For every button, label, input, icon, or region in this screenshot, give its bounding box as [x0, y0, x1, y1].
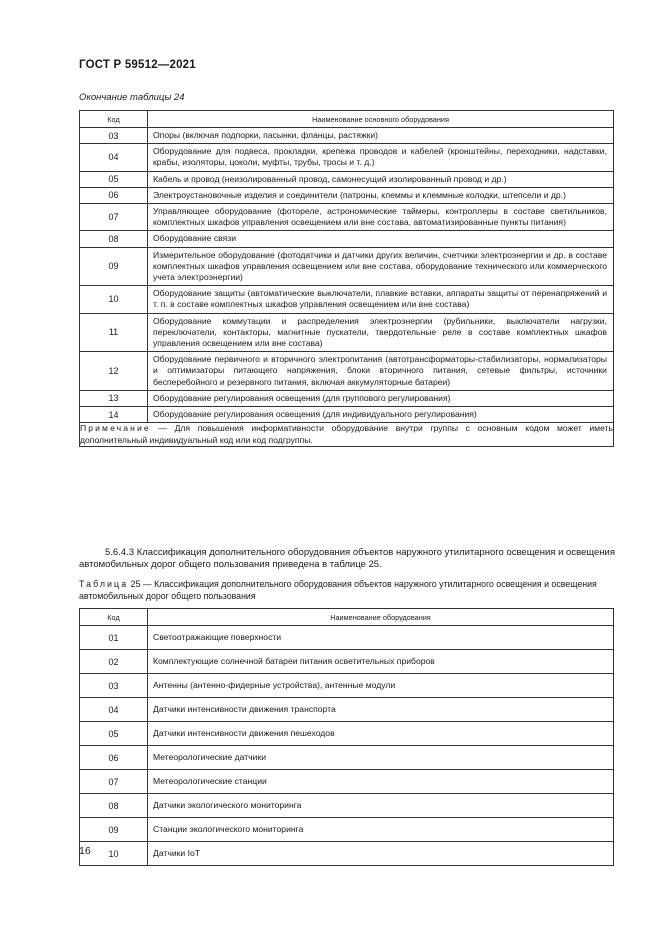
row-description: Кабель и провод (неизолированный провод, самонесущий изолированный провод и др.)	[148, 171, 614, 187]
table-25-caption-label: Таблица	[79, 579, 129, 589]
row-code: 14	[80, 407, 148, 423]
column-header-name: Наименование оборудования	[148, 609, 614, 626]
row-description: Датчики интенсивности движения пешеходов	[148, 722, 614, 746]
table-row	[80, 698, 614, 722]
table-row	[80, 722, 614, 746]
row-code: 11	[80, 313, 148, 352]
row-code: 03	[80, 128, 148, 144]
table-25-caption	[79, 579, 619, 602]
row-description: Датчики экологического мониторинга	[148, 794, 614, 818]
note-label: Примечание	[80, 423, 151, 434]
row-description: Оборудование первичного и вторичного электропитания (автотрансформаторы-стабилизаторы, нормализаторы и оптимизаторы питающего напряжения, блоки вторичного питания, сетевые фильтры, источники бесперебойного и резервного питания, включая аккумуляторные батареи)	[148, 352, 614, 391]
row-description: Оборудование регулирования освещения (для группового регулирования)	[148, 390, 614, 406]
row-code: 10	[80, 286, 148, 313]
row-description: Оборудование для подвеса, прокладки, крепежа проводов и кабелей (кронштейны, переходники, надставки, крабы, изоляторы, цоколи, муфты, трубы, тросы и т. д.)	[148, 144, 614, 171]
table-25	[79, 608, 614, 866]
row-code: 03	[80, 674, 148, 698]
row-description: Опоры (включая подпорки, пасынки, фланцы, растяжки)	[148, 128, 614, 144]
row-description: Оборудование связи	[148, 231, 614, 247]
row-description: Измерительное оборудование (фотодатчики и датчики других величин, счетчики электроэнергии и др. в составе комплектных шкафов управления освещением или вне состава, оборудование технического или коммерческого учета электроэнергии)	[148, 247, 614, 286]
table-row	[80, 794, 614, 818]
document-header: ГОСТ Р 59512—2021	[79, 59, 196, 71]
table-row	[80, 770, 614, 794]
row-code: 01	[80, 626, 148, 650]
column-header-code: Код	[80, 111, 148, 128]
row-code: 05	[80, 722, 148, 746]
row-description: Оборудование защиты (автоматические выключатели, плавкие вставки, аппараты защиты от перенапряжений и т. п. в составе комплектных шкафов управления освещением или вне состава)	[148, 286, 614, 313]
row-description: Оборудование коммутации и распределения электроэнергии (рубильники, выключатели нагрузки, переключатели, контакторы, магнитные пускатели, твердотельные реле в составе комплектных шкафов управления освещением или вне состава)	[148, 313, 614, 352]
table-row	[80, 407, 614, 423]
row-description: Управляющее оборудование (фотореле, астрономические таймеры, контроллеры в составе светильников, комплектных шкафов управления освещением или вне состава, автоматизированные пункты питания)	[148, 204, 614, 231]
row-code: 08	[80, 231, 148, 247]
table-row	[80, 313, 614, 352]
table-row	[80, 171, 614, 187]
table-row	[80, 247, 614, 286]
row-code: 13	[80, 390, 148, 406]
row-code: 02	[80, 650, 148, 674]
table-24	[79, 110, 614, 447]
row-code: 09	[80, 247, 148, 286]
table-25-caption-text: 25 — Классификация дополнительного оборудования объектов наружного утилитарного освещения и освещения автомобильных дорог общего пользования	[79, 579, 597, 601]
row-code: 08	[80, 794, 148, 818]
row-description: Оборудование регулирования освещения (для индивидуального регулирования)	[148, 407, 614, 423]
row-description: Метеорологические станции	[148, 770, 614, 794]
table-row	[80, 390, 614, 406]
row-code: 06	[80, 746, 148, 770]
table-row	[80, 231, 614, 247]
row-description: Электроустановочные изделия и соединители (патроны, клеммы и клеммные колодки, штепсели и др.)	[148, 187, 614, 203]
table-row	[80, 746, 614, 770]
page-number: 16	[79, 845, 91, 857]
row-code: 07	[80, 770, 148, 794]
row-code: 12	[80, 352, 148, 391]
table-row	[80, 352, 614, 391]
row-code: 05	[80, 171, 148, 187]
table-row	[80, 842, 614, 866]
row-description: Датчики IoT	[148, 842, 614, 866]
row-code: 07	[80, 204, 148, 231]
row-description: Антенны (антенно-фидерные устройства), антенные модули	[148, 674, 614, 698]
note-text: — Для повышения информативности оборудование внутри группы с основным кодом может иметь дополнительный индивидуальный код или код подгруппы.	[80, 423, 613, 445]
row-code: 04	[80, 698, 148, 722]
column-header-code: Код	[80, 609, 148, 626]
table-row	[80, 187, 614, 203]
column-header-name: Наименование основного оборудования	[148, 111, 614, 128]
table-row	[80, 674, 614, 698]
table-row	[80, 286, 614, 313]
table-header-row	[80, 609, 614, 626]
row-description: Метеорологические датчики	[148, 746, 614, 770]
table-row	[80, 818, 614, 842]
row-description: Станции экологического мониторинга	[148, 818, 614, 842]
table-note-row	[80, 423, 614, 447]
row-description: Датчики интенсивности движения транспорта	[148, 698, 614, 722]
row-code: 10	[80, 842, 148, 866]
row-code: 09	[80, 818, 148, 842]
table-row	[80, 204, 614, 231]
row-description: Комплектующие солнечной батареи питания осветительных приборов	[148, 650, 614, 674]
table-note	[80, 423, 614, 447]
table-24-caption: Окончание таблицы 24	[79, 92, 185, 103]
section-paragraph: 5.6.4.3 Классификация дополнительного оборудования объектов наружного утилитарного освещения и освещения автомобильных дорог общего пользования приведена в таблице 25.	[79, 547, 615, 571]
row-description: Светоотражающие поверхности	[148, 626, 614, 650]
table-header-row	[80, 111, 614, 128]
row-code: 04	[80, 144, 148, 171]
table-row	[80, 128, 614, 144]
row-code: 06	[80, 187, 148, 203]
table-row	[80, 650, 614, 674]
table-row	[80, 144, 614, 171]
table-row	[80, 626, 614, 650]
